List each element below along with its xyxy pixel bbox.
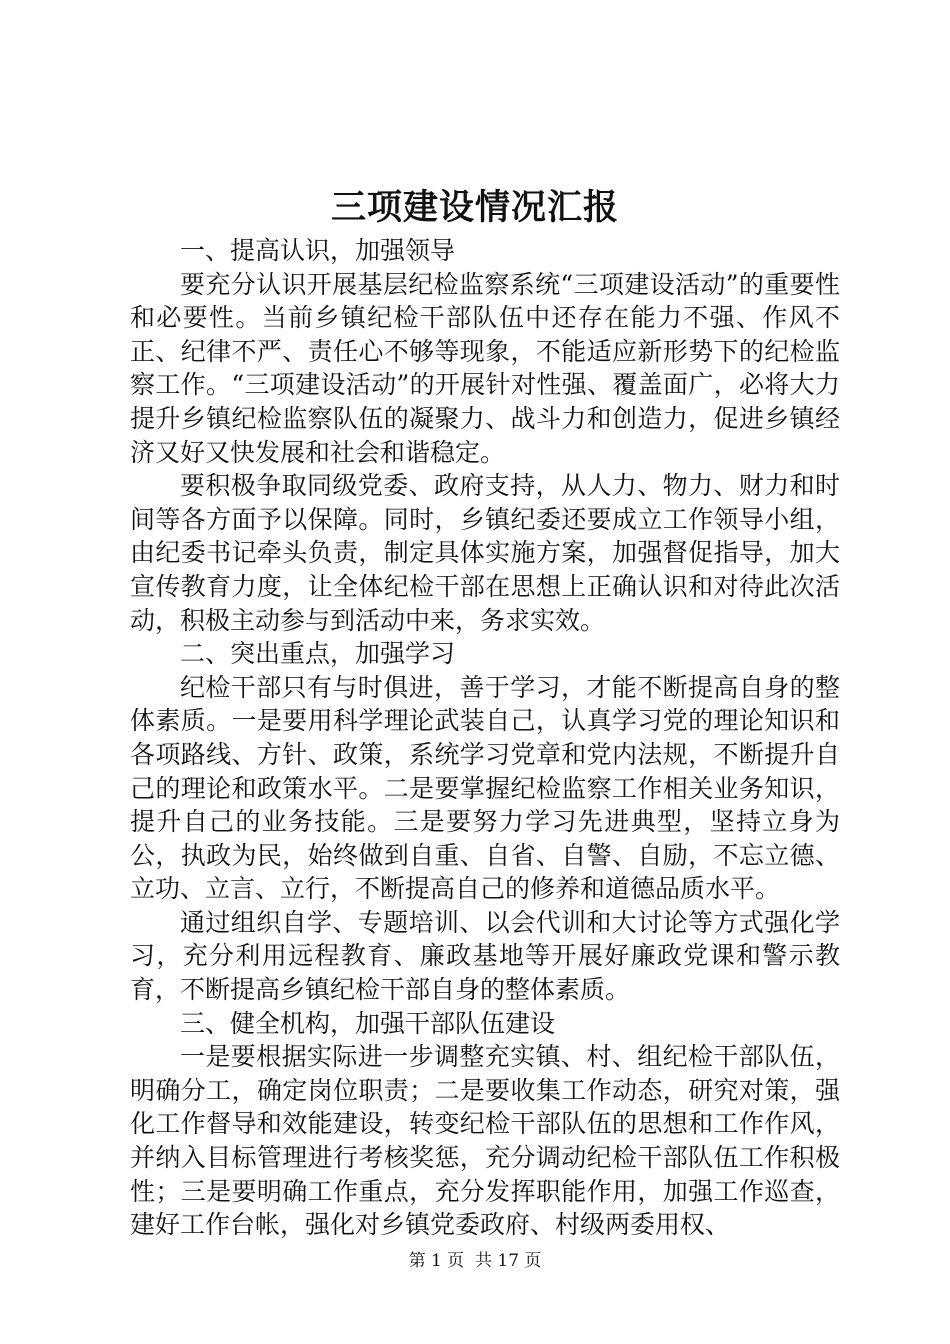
- body-paragraph: 要充分认识开展基层纪检监察系统“三项建设活动”的重要性和必要性。当前乡镇纪检干部队伍中还存在能力不强、作风不正、纪律不严、责任心不够等现象，不能适应新形势下的纪检监察工作。“三项建设活动”的开展针对性强、覆盖面广，必将大力提升乡镇纪检监察队伍的凝聚力、战斗力和创造力，促进乡镇经济又好又快发展和社会和谐稳定。: [130, 269, 840, 467]
- body-paragraph: 纪检干部只有与时俱进，善于学习，才能不断提高自身的整体素质。一是要用科学理论武装自己，认真学习党的理论知识和各项路线、方针、政策，系统学习党章和党内法规，不断提升自己的理论和政策水平。二是要掌握纪检监察工作相关业务知识，提升自己的业务技能。三是要努力学习先进典型，坚持立身为公，执政为民，始终做到自重、自省、自警、自励，不忘立德、立功、立言、立行，不断提高自己的修养和道德品质水平。: [130, 672, 840, 904]
- section-heading: 二、突出重点，加强学习: [180, 639, 456, 669]
- body-paragraph: 要积极争取同级党委、政府支持，从人力、物力、财力和时间等各方面予以保障。同时，乡镇纪委还要成立工作领导小组，由纪委书记牵头负责，制定具体实施方案，加强督促指导，加大宣传教育力度，让全体纪检干部在思想上正确认识和对待此次活动，积极主动参与到活动中来，务求实效。: [130, 471, 840, 635]
- page-footer: [0, 1249, 950, 1273]
- document-body: [130, 234, 840, 1242]
- section-heading: 一、提高认识，加强领导: [180, 236, 456, 265]
- page-number: 第 1 页 共 17 页: [408, 1251, 542, 1271]
- section-heading: 三、健全机构，加强干部队伍建设: [180, 1008, 556, 1038]
- body-paragraph: 一是要根据实际进一步调整充实镇、村、组纪检干部队伍，明确分工，确定岗位职责；二是要收集工作动态，研究对策，强化工作督导和效能建设，转变纪检干部队伍的思想和工作作风，并纳入目标管理进行考核奖惩，充分调动纪检干部队伍工作积极性；三是要明确工作重点，充分发挥职能作用，加强工作巡查，建好工作台帐，强化对乡镇党委政府、村级两委用权、: [130, 1042, 840, 1240]
- document-title: 三项建设情况汇报: [330, 187, 619, 228]
- body-paragraph: 通过组织自学、专题培训、以会代训和大讨论等方式强化学习，充分利用远程教育、廉政基地等开展好廉政党课和警示教育，不断提高乡镇纪检干部自身的整体素质。: [130, 907, 840, 1005]
